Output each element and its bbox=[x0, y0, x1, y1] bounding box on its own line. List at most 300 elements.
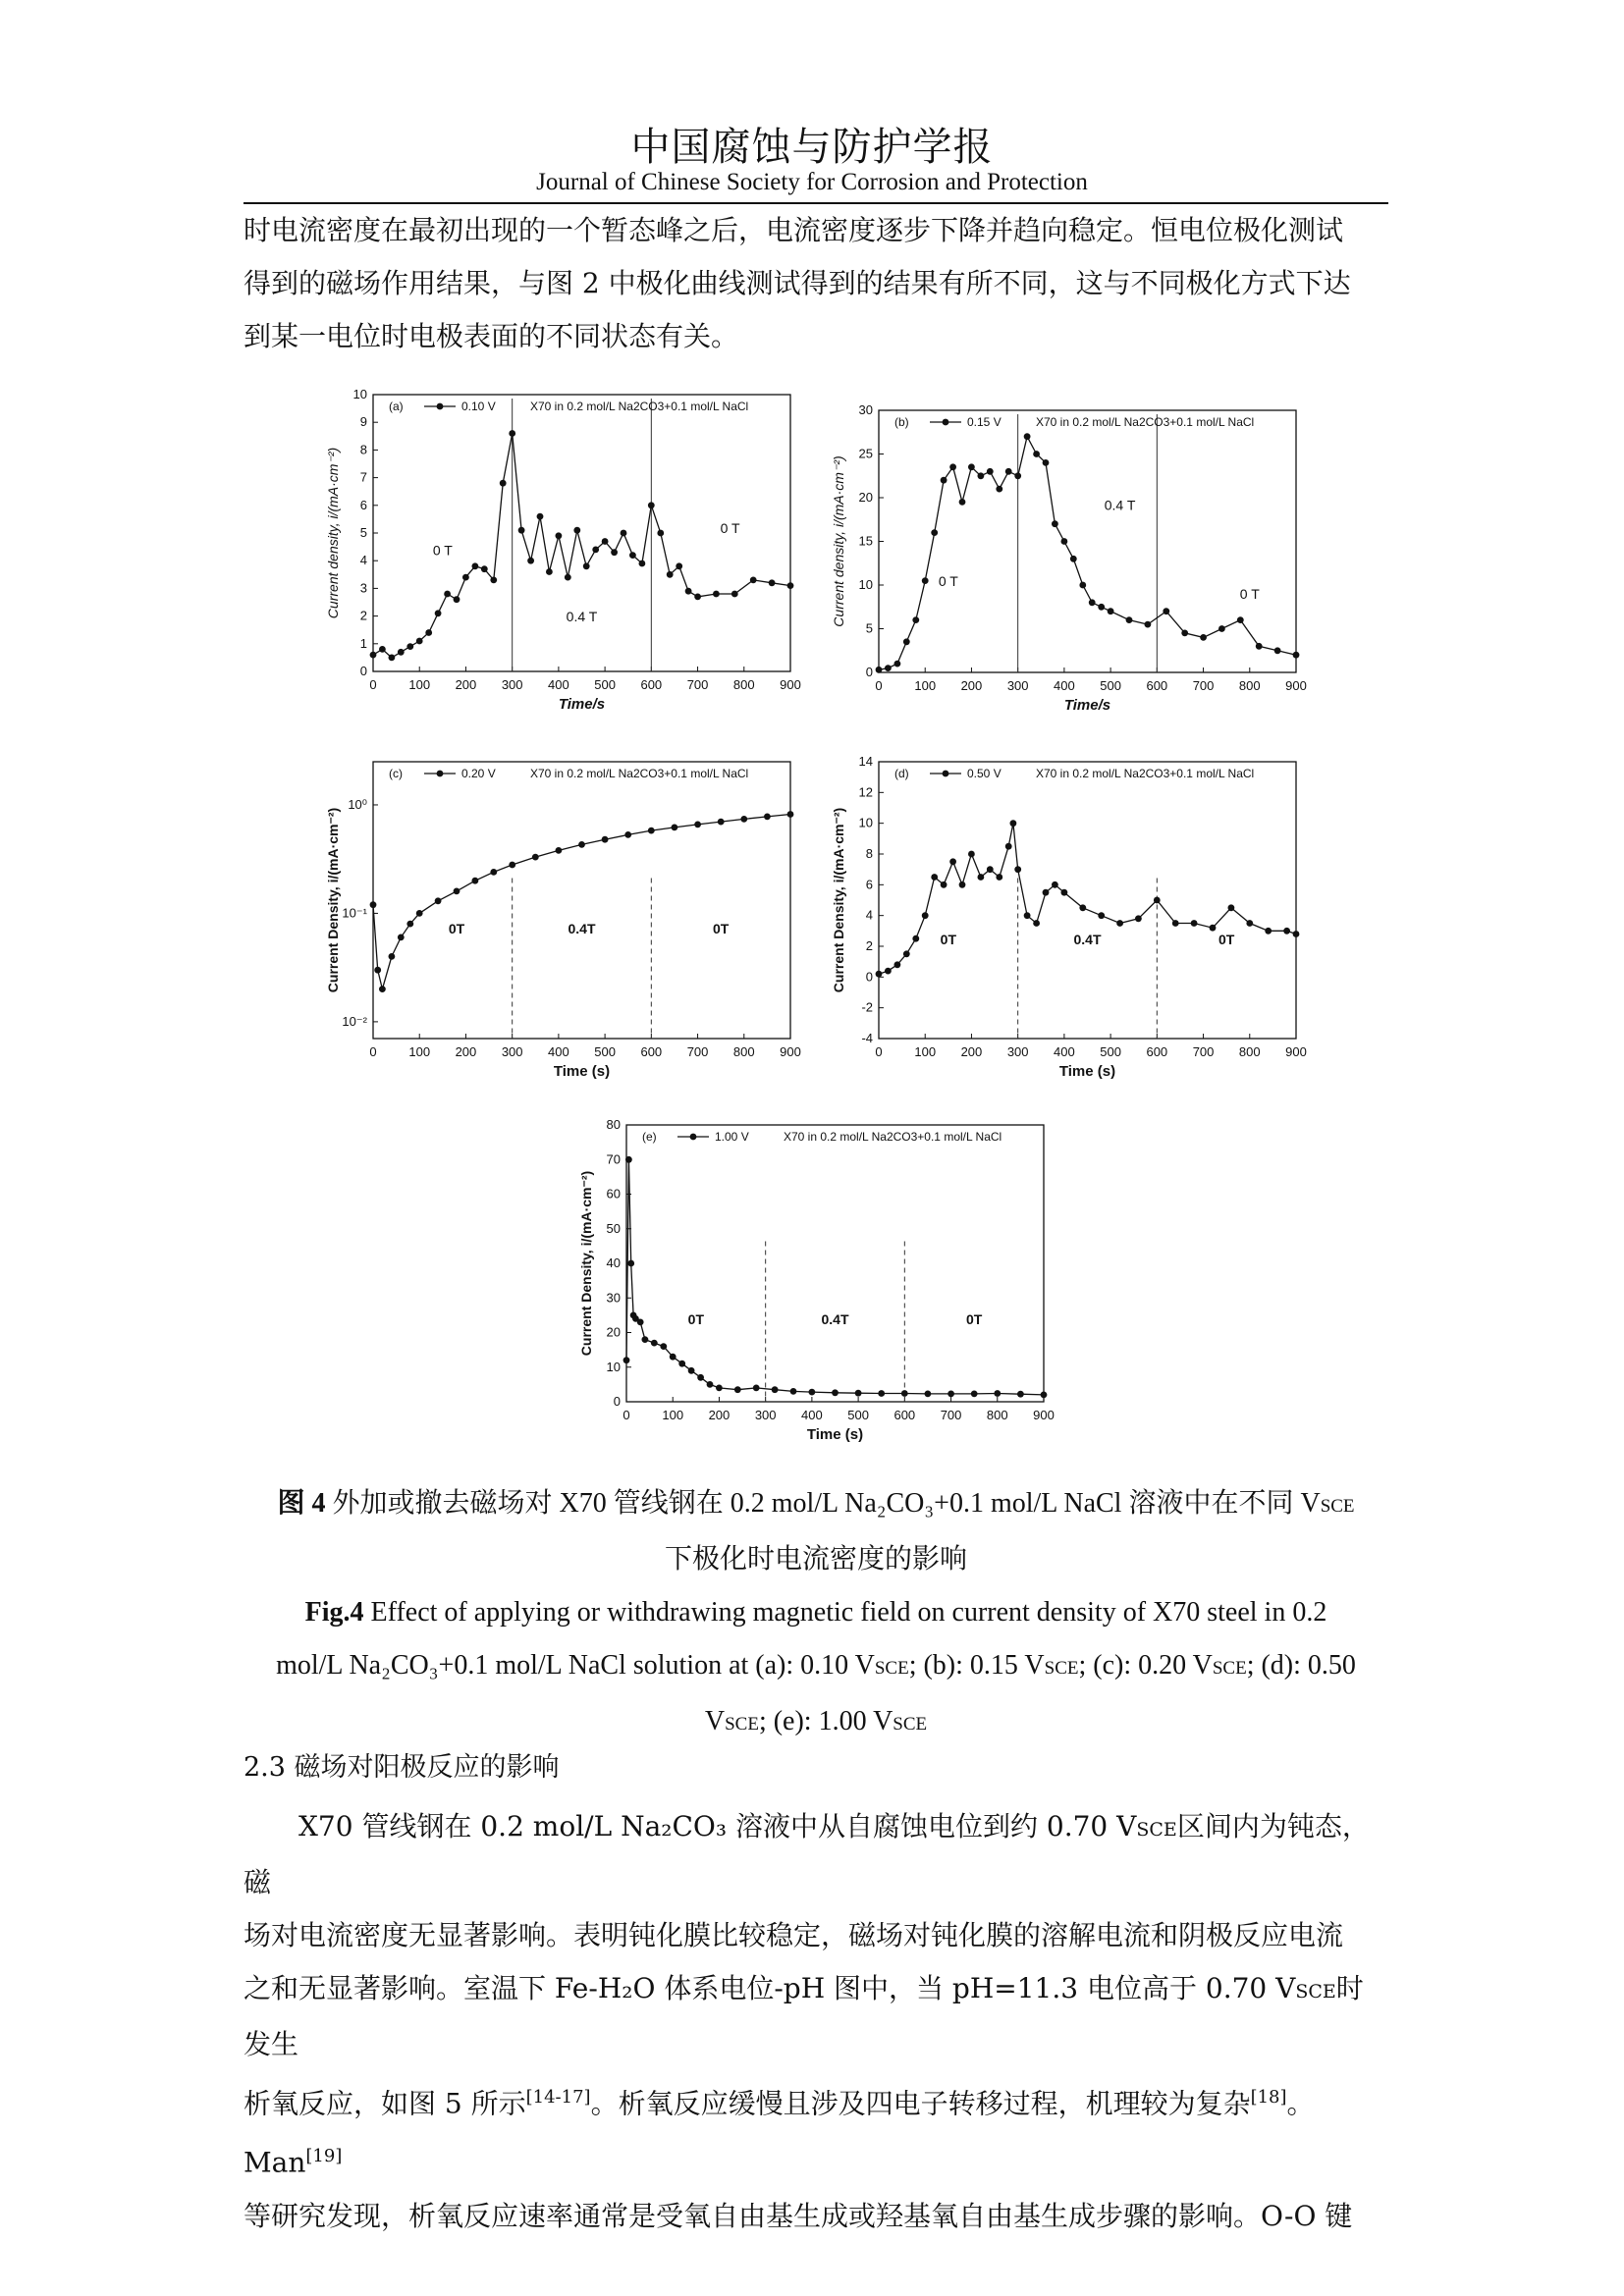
panel-label: (e) bbox=[642, 1130, 657, 1144]
data-point bbox=[753, 1385, 760, 1392]
x-tick-label: 700 bbox=[940, 1408, 962, 1422]
data-point bbox=[697, 1374, 704, 1381]
body-sce-2: SCE bbox=[1295, 1981, 1336, 2002]
data-point bbox=[941, 477, 947, 484]
ref-18: [18] bbox=[1250, 2087, 1287, 2108]
data-point bbox=[1116, 920, 1123, 927]
y-axis-label: Current Density, i/(mA·cm⁻²) bbox=[831, 807, 846, 993]
chart-title: X70 in 0.2 mol/L Na2CO3+0.1 mol/L NaCl bbox=[1036, 415, 1255, 429]
data-point bbox=[713, 591, 720, 598]
data-point bbox=[532, 854, 539, 861]
data-point bbox=[370, 901, 377, 908]
x-tick-label: 500 bbox=[847, 1408, 869, 1422]
y-tick-label: 0 bbox=[613, 1394, 621, 1409]
data-point bbox=[1181, 630, 1188, 637]
legend-marker bbox=[943, 771, 949, 777]
data-point bbox=[1041, 1392, 1048, 1399]
data-point bbox=[901, 1390, 908, 1397]
data-point bbox=[772, 1386, 779, 1393]
field-region-label: 0T bbox=[965, 1311, 983, 1328]
data-point bbox=[959, 881, 966, 888]
x-axis-label: Time (s) bbox=[553, 1063, 611, 1080]
x-tick-label: 200 bbox=[708, 1408, 731, 1422]
y-tick-label: 10⁻¹ bbox=[342, 905, 367, 921]
x-axis-label: Time (s) bbox=[806, 1426, 864, 1443]
data-point bbox=[1043, 889, 1050, 896]
plot-frame bbox=[879, 762, 1296, 1039]
x-tick-label: 400 bbox=[548, 1044, 569, 1059]
data-point bbox=[444, 591, 451, 598]
x-tick-label: 200 bbox=[455, 677, 477, 692]
x-tick-label: 800 bbox=[986, 1408, 1008, 1422]
data-point bbox=[764, 814, 771, 821]
data-point bbox=[546, 568, 553, 575]
data-point bbox=[922, 912, 929, 919]
y-tick-label: 70 bbox=[606, 1151, 621, 1167]
data-point bbox=[978, 874, 985, 881]
data-point bbox=[1228, 904, 1235, 911]
legend-marker bbox=[437, 771, 444, 777]
data-point bbox=[500, 480, 507, 487]
x-tick-label: 100 bbox=[914, 1044, 937, 1059]
data-point bbox=[694, 594, 701, 601]
data-point bbox=[1005, 468, 1012, 475]
data-point bbox=[1024, 912, 1031, 919]
x-tick-label: 100 bbox=[914, 678, 937, 693]
section-heading: 2.3 磁场对阳极反应的影响 bbox=[244, 1752, 560, 1783]
data-point bbox=[1017, 1391, 1024, 1398]
data-point bbox=[1145, 621, 1152, 628]
caption-en-line1: Effect of applying or withdrawing magnetic field on current density of X70 steel in 0.2 bbox=[370, 1597, 1327, 1628]
y-tick-label: 2 bbox=[359, 608, 367, 623]
data-point bbox=[1033, 920, 1040, 927]
data-point bbox=[611, 549, 618, 556]
y-tick-label: 1 bbox=[359, 635, 367, 651]
data-point bbox=[1052, 520, 1058, 527]
data-point bbox=[1218, 625, 1225, 632]
data-point bbox=[629, 552, 636, 559]
data-point bbox=[462, 574, 469, 581]
journal-title-cn: 中国腐蚀与防护学报 bbox=[630, 125, 994, 170]
figure-caption-cn bbox=[244, 1477, 1388, 1586]
data-point bbox=[987, 468, 994, 475]
chart-panel-a bbox=[314, 377, 805, 730]
data-point bbox=[1070, 556, 1077, 562]
data-point bbox=[1135, 915, 1142, 922]
data-point bbox=[809, 1389, 816, 1396]
y-tick-label: 5 bbox=[865, 620, 873, 636]
series-line bbox=[879, 824, 1296, 975]
data-point bbox=[454, 888, 460, 895]
data-point bbox=[527, 558, 534, 564]
data-point bbox=[996, 874, 1002, 881]
data-point bbox=[481, 565, 488, 572]
y-tick-label: -4 bbox=[861, 1031, 873, 1045]
y-tick-label: 4 bbox=[359, 553, 367, 568]
journal-title-en: Journal of Chinese Society for Corrosion and Protection bbox=[536, 169, 1088, 195]
caption-sce-d: SCE bbox=[725, 1714, 759, 1735]
data-point bbox=[676, 562, 682, 569]
data-point bbox=[925, 1391, 932, 1398]
caption-en-label: Fig.4 bbox=[304, 1597, 364, 1628]
x-tick-label: 0 bbox=[623, 1408, 630, 1422]
data-point bbox=[1293, 652, 1300, 659]
legend-label: 1.00 V bbox=[715, 1130, 749, 1144]
x-tick-label: 800 bbox=[1238, 678, 1261, 693]
data-point bbox=[623, 1357, 630, 1363]
x-tick-label: 400 bbox=[801, 1408, 823, 1422]
data-point bbox=[583, 562, 590, 569]
y-tick-label: 0 bbox=[359, 664, 367, 678]
field-region-label: 0T bbox=[712, 920, 730, 936]
data-point bbox=[716, 1385, 723, 1392]
data-point bbox=[490, 577, 497, 584]
x-axis-label: Time/s bbox=[558, 696, 606, 713]
chart-panel-e bbox=[568, 1107, 1058, 1461]
legend-label: 0.20 V bbox=[461, 767, 496, 780]
data-point bbox=[885, 665, 892, 671]
y-tick-label: 10 bbox=[858, 577, 873, 592]
data-point bbox=[855, 1390, 862, 1397]
x-tick-label: 800 bbox=[1238, 1044, 1261, 1059]
data-point bbox=[731, 591, 738, 598]
caption-en-d: ; (d): 0.50 bbox=[1246, 1650, 1356, 1681]
x-tick-label: 0 bbox=[369, 1044, 377, 1059]
data-point bbox=[651, 1340, 658, 1347]
y-tick-label: 10⁰ bbox=[348, 796, 367, 812]
data-point bbox=[490, 869, 497, 876]
data-point bbox=[379, 646, 386, 653]
data-point bbox=[968, 851, 975, 858]
data-point bbox=[637, 1319, 644, 1326]
x-tick-label: 600 bbox=[640, 1044, 663, 1059]
data-point bbox=[1079, 582, 1086, 589]
x-tick-label: 300 bbox=[1006, 678, 1029, 693]
x-tick-label: 200 bbox=[960, 678, 983, 693]
y-tick-label: 0 bbox=[865, 969, 873, 985]
body-line-3 bbox=[244, 1962, 1388, 2071]
data-point bbox=[1005, 843, 1012, 850]
chart-title: X70 in 0.2 mol/L Na2CO3+0.1 mol/L NaCl bbox=[530, 400, 749, 413]
x-tick-label: 600 bbox=[893, 1408, 916, 1422]
data-point bbox=[878, 1390, 885, 1397]
data-point bbox=[624, 831, 631, 838]
x-tick-label: 200 bbox=[960, 1044, 983, 1059]
x-axis-label: Time (s) bbox=[1058, 1063, 1116, 1080]
y-tick-label: 6 bbox=[359, 497, 367, 512]
data-point bbox=[787, 811, 794, 818]
caption-sce-e: SCE bbox=[893, 1714, 928, 1735]
data-point bbox=[573, 527, 580, 534]
data-point bbox=[435, 897, 442, 904]
plot-frame bbox=[879, 410, 1296, 672]
legend-label: 0.50 V bbox=[967, 767, 1001, 780]
legend-label: 0.15 V bbox=[967, 415, 1001, 429]
data-point bbox=[978, 472, 985, 479]
data-point bbox=[472, 878, 479, 884]
y-axis-label: Current Density, i/(mA·cm⁻²) bbox=[578, 1170, 594, 1357]
data-point bbox=[621, 530, 627, 537]
y-tick-label: 2 bbox=[865, 938, 873, 953]
x-tick-label: 200 bbox=[455, 1044, 477, 1059]
x-tick-label: 900 bbox=[780, 1044, 801, 1059]
data-point bbox=[379, 986, 386, 992]
data-point bbox=[931, 529, 938, 536]
caption-sce-c: SCE bbox=[1212, 1658, 1247, 1679]
y-axis-label: Current density, i/(mA·cm⁻²) bbox=[325, 447, 341, 619]
x-tick-label: 500 bbox=[594, 677, 616, 692]
data-point bbox=[1089, 599, 1096, 606]
data-point bbox=[648, 502, 655, 508]
y-tick-label: 3 bbox=[359, 580, 367, 596]
data-point bbox=[1126, 616, 1133, 623]
y-tick-label: 5 bbox=[359, 525, 367, 540]
legend-marker bbox=[943, 419, 949, 426]
y-tick-label: 14 bbox=[858, 754, 873, 769]
y-tick-label: 30 bbox=[606, 1290, 621, 1306]
y-tick-label: 20 bbox=[858, 490, 873, 505]
field-region-label: 0 T bbox=[938, 572, 958, 589]
data-point bbox=[556, 847, 563, 854]
data-point bbox=[959, 499, 966, 506]
y-tick-label: 40 bbox=[606, 1255, 621, 1270]
data-point bbox=[750, 577, 757, 584]
data-point bbox=[398, 649, 405, 656]
data-point bbox=[876, 667, 883, 673]
caption-cn-label: 图 4 bbox=[277, 1488, 326, 1519]
chart-panel-d bbox=[820, 744, 1311, 1097]
data-point bbox=[688, 1367, 695, 1374]
data-point bbox=[949, 463, 956, 470]
data-point bbox=[718, 819, 725, 826]
data-point bbox=[996, 486, 1002, 493]
data-point bbox=[1010, 820, 1017, 827]
chart-panel-b bbox=[820, 393, 1311, 731]
panel-label: (a) bbox=[389, 400, 404, 413]
x-tick-label: 700 bbox=[686, 1044, 709, 1059]
ref-19: [19] bbox=[305, 2146, 343, 2167]
data-point bbox=[472, 562, 479, 569]
y-tick-label: 80 bbox=[606, 1117, 621, 1132]
body-line-3b: 时发生 bbox=[244, 1972, 1364, 2060]
legend-marker bbox=[437, 403, 444, 410]
data-point bbox=[832, 1389, 839, 1396]
data-point bbox=[1098, 604, 1105, 611]
data-point bbox=[518, 527, 525, 534]
data-point bbox=[922, 577, 929, 584]
x-tick-label: 900 bbox=[1033, 1408, 1055, 1422]
data-point bbox=[578, 841, 585, 848]
data-point bbox=[406, 921, 413, 928]
data-point bbox=[707, 1381, 714, 1388]
data-point bbox=[602, 538, 609, 545]
data-point bbox=[416, 910, 423, 917]
body-line-4c: 。Man bbox=[244, 2087, 1315, 2179]
x-tick-label: 700 bbox=[686, 677, 709, 692]
y-tick-label: 9 bbox=[359, 414, 367, 430]
data-point bbox=[625, 1156, 632, 1163]
body-line-1 bbox=[244, 1800, 1388, 1909]
data-point bbox=[1274, 647, 1281, 654]
caption-en-e: ; (e): 1.00 V bbox=[758, 1706, 893, 1736]
body-line-4a: 析氧反应，如图 5 所示 bbox=[244, 2087, 526, 2120]
x-tick-label: 600 bbox=[1146, 1044, 1168, 1059]
ref-14-17: [14-17] bbox=[525, 2087, 591, 2108]
y-tick-label: 10 bbox=[352, 387, 367, 401]
y-tick-label: 60 bbox=[606, 1186, 621, 1201]
body-line-1a: X70 管线钢在 0.2 mol/L Na₂CO₃ 溶液中从自腐蚀电位到约 0.70 V bbox=[298, 1810, 1137, 1842]
data-point bbox=[1024, 433, 1031, 440]
data-point bbox=[389, 953, 396, 960]
intro-line-2: 得到的磁场作用结果，与图 2 中极化曲线测试得到的结果有所不同，这与不同极化方式下达 bbox=[244, 267, 1351, 299]
data-point bbox=[1191, 920, 1198, 927]
data-point bbox=[565, 574, 571, 581]
x-tick-label: 800 bbox=[732, 677, 755, 692]
data-point bbox=[894, 961, 901, 968]
field-region-label: 0 T bbox=[1239, 586, 1260, 603]
data-point bbox=[648, 828, 655, 834]
x-tick-label: 0 bbox=[369, 677, 377, 692]
legend-label: 0.10 V bbox=[461, 400, 496, 413]
data-point bbox=[903, 638, 910, 645]
data-point bbox=[642, 1336, 649, 1343]
data-point bbox=[947, 1391, 954, 1398]
x-tick-label: 0 bbox=[875, 678, 883, 693]
plot-frame bbox=[626, 1125, 1044, 1402]
body-line-4b: 。析氧反应缓慢且涉及四电子转移过程，机理较为复杂 bbox=[590, 2087, 1251, 2120]
data-point bbox=[1172, 920, 1179, 927]
data-point bbox=[968, 463, 975, 470]
data-point bbox=[667, 571, 674, 578]
field-region-label: 0T bbox=[940, 932, 957, 948]
data-point bbox=[678, 1361, 685, 1367]
chart-title: X70 in 0.2 mol/L Na2CO3+0.1 mol/L NaCl bbox=[1036, 767, 1255, 780]
field-region-label: 0.4T bbox=[568, 920, 596, 936]
x-tick-label: 0 bbox=[875, 1044, 883, 1059]
data-point bbox=[1283, 928, 1290, 934]
x-tick-label: 700 bbox=[1192, 678, 1215, 693]
data-point bbox=[894, 661, 901, 667]
data-point bbox=[670, 1354, 677, 1361]
y-tick-label: 0 bbox=[865, 665, 873, 679]
x-tick-label: 400 bbox=[1054, 1044, 1075, 1059]
intro-line-1: 时电流密度在最初出现的一个暂态峰之后，电流密度逐步下降并趋向稳定。恒电位极化测试 bbox=[244, 214, 1344, 246]
chart-panel-c bbox=[314, 744, 805, 1097]
data-point bbox=[987, 866, 994, 873]
data-point bbox=[416, 638, 423, 645]
field-region-label: 0T bbox=[448, 920, 465, 936]
x-tick-label: 500 bbox=[1100, 1044, 1121, 1059]
data-point bbox=[1210, 925, 1217, 932]
data-point bbox=[425, 629, 432, 636]
x-tick-label: 400 bbox=[1054, 678, 1075, 693]
x-tick-label: 100 bbox=[408, 1044, 431, 1059]
data-point bbox=[685, 588, 692, 595]
data-point bbox=[1265, 928, 1272, 934]
data-point bbox=[602, 836, 609, 843]
field-region-label: 0.4 T bbox=[1104, 497, 1136, 513]
body-line-4 bbox=[244, 2071, 1388, 2190]
data-point bbox=[769, 579, 776, 586]
y-tick-label: 25 bbox=[858, 446, 873, 461]
section-body bbox=[244, 1800, 1388, 2243]
caption-en-v: V bbox=[704, 1706, 726, 1736]
field-region-label: 0.4T bbox=[821, 1311, 849, 1328]
body-line-1b: 区间内为钝态，磁 bbox=[244, 1810, 1370, 1898]
x-tick-label: 800 bbox=[732, 1044, 755, 1059]
data-point bbox=[1052, 881, 1058, 888]
x-tick-label: 900 bbox=[1285, 678, 1307, 693]
x-tick-label: 100 bbox=[408, 677, 431, 692]
x-tick-label: 900 bbox=[1285, 1044, 1307, 1059]
chart-title: X70 in 0.2 mol/L Na2CO3+0.1 mol/L NaCl bbox=[530, 767, 749, 780]
panel-label: (c) bbox=[389, 767, 403, 780]
data-point bbox=[1033, 451, 1040, 457]
x-tick-label: 400 bbox=[548, 677, 569, 692]
y-tick-label: 20 bbox=[606, 1324, 621, 1340]
x-axis-label: Time/s bbox=[1063, 697, 1111, 714]
y-tick-label: 10 bbox=[606, 1359, 621, 1374]
data-point bbox=[1163, 608, 1169, 614]
data-point bbox=[627, 1260, 634, 1267]
x-tick-label: 300 bbox=[754, 1408, 777, 1422]
data-point bbox=[556, 532, 563, 539]
caption-sce-a: SCE bbox=[874, 1658, 909, 1679]
y-tick-label: 30 bbox=[858, 402, 873, 417]
caption-cn-line2: 下极化时电流密度的影响 bbox=[664, 1544, 967, 1575]
figure-caption-en bbox=[244, 1586, 1388, 1751]
y-tick-label: -2 bbox=[861, 999, 873, 1015]
field-region-label: 0 T bbox=[432, 542, 453, 559]
x-tick-label: 900 bbox=[780, 677, 801, 692]
y-tick-label: 7 bbox=[359, 469, 367, 485]
x-tick-label: 300 bbox=[501, 1044, 523, 1059]
x-tick-label: 500 bbox=[1100, 678, 1121, 693]
data-point bbox=[903, 950, 910, 957]
caption-cn-line1: 外加或撤去磁场对 X70 管线钢在 0.2 mol/L Na₂CO₃+0.1 mol/L NaCl 溶液中在不同 V bbox=[332, 1488, 1321, 1519]
data-point bbox=[994, 1390, 1001, 1397]
x-tick-label: 300 bbox=[501, 677, 523, 692]
data-point bbox=[1061, 538, 1068, 545]
data-point bbox=[949, 858, 956, 865]
data-point bbox=[389, 655, 396, 662]
legend-marker bbox=[690, 1134, 697, 1141]
data-point bbox=[941, 881, 947, 888]
y-tick-label: 8 bbox=[865, 846, 873, 861]
x-tick-label: 600 bbox=[1146, 678, 1168, 693]
data-point bbox=[931, 874, 938, 881]
caption-en-line2: mol/L Na₂CO₃+0.1 mol/L NaCl solution at (a): 0.10 V bbox=[276, 1650, 875, 1681]
data-point bbox=[787, 582, 794, 589]
data-point bbox=[694, 822, 701, 828]
data-point bbox=[740, 816, 747, 823]
data-point bbox=[374, 967, 381, 974]
data-point bbox=[1293, 931, 1300, 937]
series-line bbox=[879, 437, 1296, 670]
panel-label: (d) bbox=[894, 767, 909, 780]
y-axis-label: Current density, i/(mA·cm⁻²) bbox=[831, 455, 846, 627]
intro-line-3: 到某一电位时电极表面的不同状态有关。 bbox=[244, 320, 739, 352]
y-tick-label: 12 bbox=[858, 784, 873, 800]
data-point bbox=[1098, 912, 1105, 919]
data-point bbox=[509, 862, 515, 869]
data-point bbox=[876, 971, 883, 978]
body-sce-1: SCE bbox=[1136, 1819, 1177, 1841]
data-point bbox=[537, 513, 544, 520]
body-line-2: 场对电流密度无显著影响。表明钝化膜比较稳定，磁场对钝化膜的溶解电流和阴极反应电流 bbox=[244, 1919, 1344, 1951]
y-tick-label: 6 bbox=[865, 877, 873, 892]
body-line-5: 等研究发现，析氧反应速率通常是受氧自由基生成或羟基氧自由基生成步骤的影响。O-O 键 bbox=[244, 2199, 1353, 2232]
